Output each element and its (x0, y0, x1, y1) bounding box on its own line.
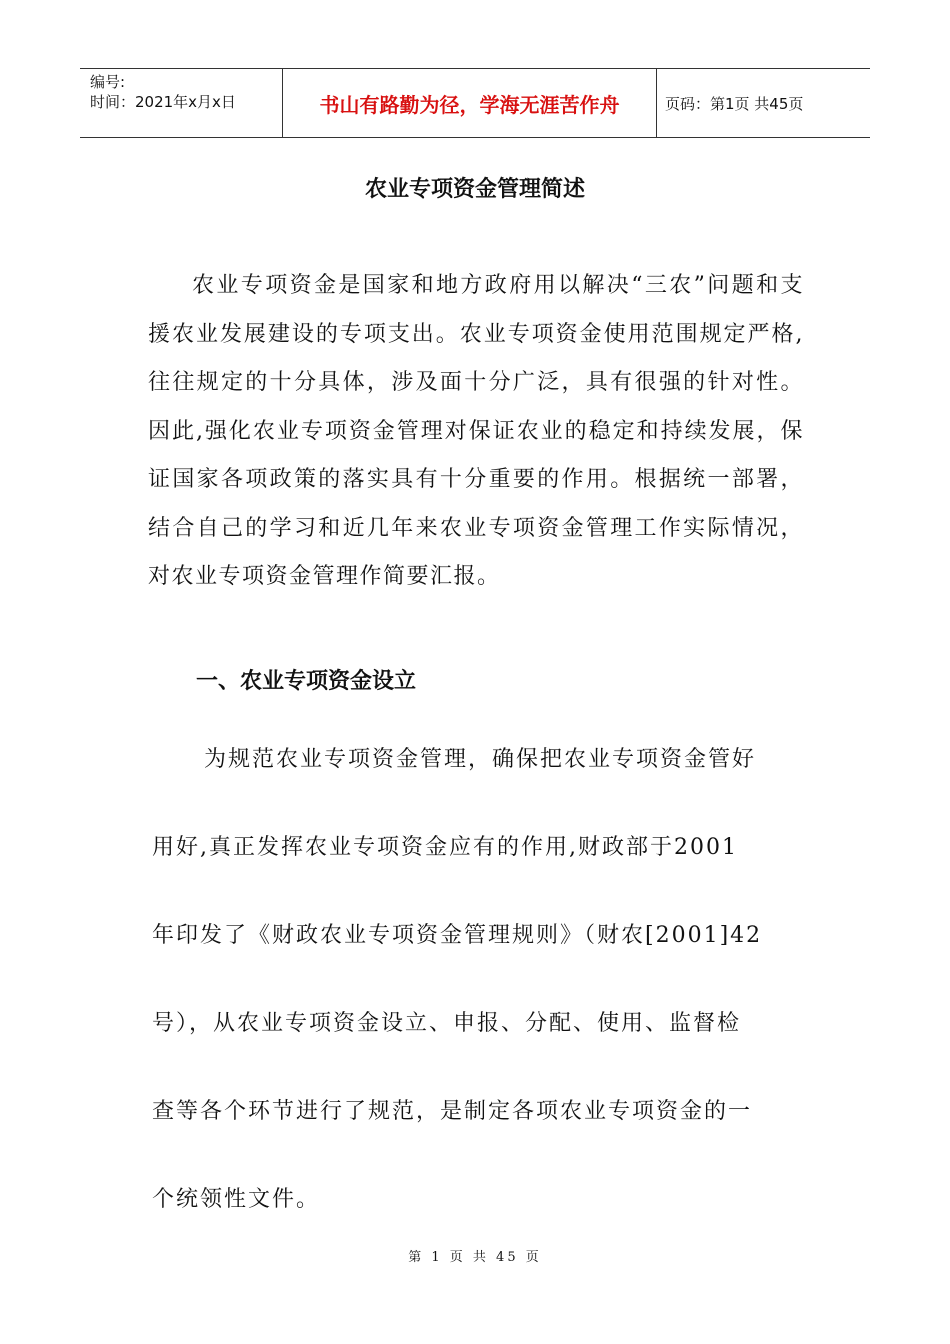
document-header (80, 68, 870, 138)
paragraph-line: 号），从农业专项资金设立、申报、分配、使用、监督检 (152, 1011, 742, 1036)
header-motto: 书山有路勤为径，学海无涯苦作舟 (283, 69, 657, 137)
header-page-info: 页码：第1页 共45页 (665, 94, 804, 113)
section1-paragraph (152, 716, 800, 1244)
paragraph-line: 用好,真正发挥农业专项资金应有的作用,财政部于2001 (152, 835, 738, 860)
number-label: 编号: (90, 73, 126, 91)
page-footer: 第 1 页 共 45 页 (408, 1250, 542, 1265)
intro-paragraph: 农业专项资金是国家和地方政府用以解决“三农”问题和支援农业发展建设的专项支出。农业专项资金使用范围规定严格,往往规定的十分具体，涉及面十分广泛，具有很强的针对性。因此,强化农业专项资金管理对保证农业的稳定和持续发展，保证国家各项政策的落实具有十分重要的作用。根据统一部署，结合自己的学习和近几年来农业专项资金管理工作实际情况，对农业专项资金管理作简要汇报。 (148, 273, 804, 589)
section-heading-1: 一、农业专项资金设立 (196, 669, 417, 694)
date-label: 时间：2021年x月x日 (90, 93, 236, 111)
paragraph-line: 查等各个环节进行了规范，是制定各项农业专项资金的一 (152, 1099, 753, 1124)
document-title: 农业专项资金管理简述 (364, 177, 585, 202)
paragraph-line: 为规范农业专项资金管理，确保把农业专项资金管好 (204, 747, 757, 772)
paragraph-line: 个统领性文件。 (152, 1187, 321, 1212)
paragraph-line: 年印发了《财政农业专项资金管理规则》（财农[2001]42 (152, 923, 763, 948)
header-meta (80, 69, 283, 137)
